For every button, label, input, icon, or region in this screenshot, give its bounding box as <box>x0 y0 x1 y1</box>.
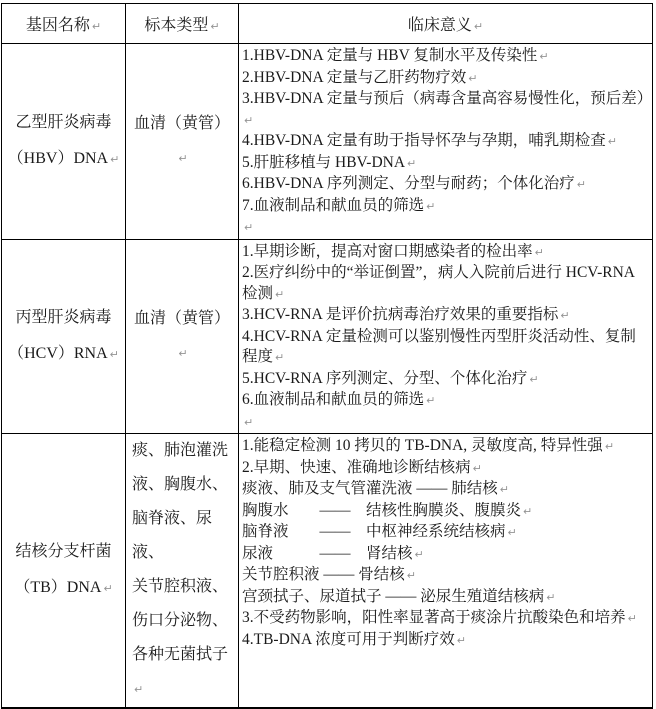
text-line-content: 痰、肺泡灌洗 <box>132 442 229 459</box>
text-line-content: （TB）DNA <box>14 579 102 596</box>
text-line <box>242 412 650 434</box>
text-line-content: 1.早期诊断，提高对窗口期感染者的检出率 <box>242 242 533 260</box>
text-line-content: 伤口分泌物、 <box>132 612 229 629</box>
header-label: 标本类型 <box>144 17 209 34</box>
paragraph-mark-icon: ↵ <box>426 394 436 407</box>
header-row <box>2 4 653 44</box>
paragraph-mark-icon: ↵ <box>472 461 482 475</box>
paragraph-mark-icon: ↵ <box>210 20 220 33</box>
text-line-content: 2.HBV-DNA 定量与乙肝药物疗效 <box>242 68 467 86</box>
text-line-content: 脑脊液 —— 中枢神经系统结核病 <box>242 523 506 540</box>
text-line-content: 丙型肝炎病毒 <box>15 308 112 326</box>
paragraph-mark-icon: ↵ <box>468 71 478 85</box>
column-header-gene-name[interactable] <box>2 4 126 44</box>
paragraph-mark-icon: ↵ <box>178 346 188 360</box>
text-line <box>242 390 650 412</box>
text-line <box>242 131 650 153</box>
text-line <box>130 570 234 604</box>
text-line <box>242 327 650 369</box>
text-line <box>242 544 650 566</box>
text-line-content: 3.HBV-DNA 定量与预后（病毒含量高容易慢性化，预后差） <box>242 90 653 107</box>
paragraph-mark-icon: ↵ <box>275 287 285 301</box>
text-line-content: 脑脊液、尿液、 <box>132 510 213 561</box>
text-line-content: 2.早期、快速、准确地诊断结核病 <box>242 458 471 476</box>
text-line <box>130 434 234 468</box>
paragraph-mark-icon: ↵ <box>244 221 254 234</box>
column-header-specimen-type[interactable] <box>126 4 239 44</box>
paragraph-mark-icon: ↵ <box>244 113 254 127</box>
document-page <box>0 3 656 696</box>
text-line-content: （HCV）RNA <box>8 344 108 362</box>
text-line-content: （HBV）DNA <box>7 149 109 167</box>
paragraph-mark-icon: ↵ <box>529 372 539 386</box>
text-line <box>6 105 121 141</box>
text-line-content: 宫颈拭子、尿道拭子 —— 泌尿生殖道结核病 <box>242 587 545 605</box>
specimen-type-cell-tb[interactable] <box>126 434 239 709</box>
paragraph-mark-icon: ↵ <box>507 526 517 539</box>
text-line-content: 4.HCV-RNA 定量检测可以鉴别慢性丙型肝炎活动性、复制程度 <box>242 327 636 365</box>
text-line <box>242 196 650 218</box>
paragraph-mark-icon: ↵ <box>456 633 466 647</box>
paragraph-mark-icon: ↵ <box>523 504 533 518</box>
text-line-content: 4.HBV-DNA 定量有助于指导怀孕与孕期，哺乳期检查 <box>242 132 606 149</box>
text-line-content: 1.能稳定检测 10 拷贝的 TB-DNA, 灵敏度高, 特异性强 <box>242 437 603 454</box>
text-line-content: 4.TB-DNA 浓度可用于判断疗效 <box>242 630 455 648</box>
paragraph-mark-icon: ↵ <box>103 582 113 595</box>
clinical-significance-cell-hcv[interactable] <box>239 239 653 434</box>
text-line-content: 6.HBV-DNA 序列测定、分型与耐药；个体化治疗 <box>242 175 575 192</box>
text-line <box>130 468 234 502</box>
paragraph-mark-icon: ↵ <box>178 151 188 165</box>
table-row-tb-dna <box>2 434 653 709</box>
text-line-content: 6.血液制品和献血员的筛选 <box>242 391 425 408</box>
paragraph-mark-icon: ↵ <box>134 683 144 696</box>
text-line <box>242 174 650 196</box>
specimen-type-cell-hcv[interactable] <box>126 239 239 434</box>
text-line <box>130 604 234 638</box>
text-line <box>6 141 121 178</box>
text-line <box>242 479 650 501</box>
paragraph-mark-icon: ↵ <box>414 547 424 561</box>
gene-name-cell-hcv[interactable] <box>2 239 126 434</box>
text-line <box>242 458 650 480</box>
text-line <box>242 89 653 131</box>
text-line-content: 痰液、肺及支气管灌洗液 —— 肺结核 <box>242 480 498 497</box>
text-line-content: 2.医疗纠纷中的“举证倒置”，病人入院前后进行 HCV-RNA 检测 <box>242 264 635 302</box>
paragraph-mark-icon: ↵ <box>473 20 484 33</box>
paragraph-mark-icon: ↵ <box>244 415 254 429</box>
paragraph-mark-icon: ↵ <box>627 612 637 625</box>
header-label: 临床意义 <box>407 17 472 34</box>
text-line <box>242 242 650 264</box>
text-line <box>242 501 650 523</box>
text-line <box>6 570 121 607</box>
paragraph-mark-icon: ↵ <box>406 569 416 582</box>
text-line <box>130 638 234 707</box>
header-label: 基因名称 <box>25 17 90 34</box>
text-line-content: 关节腔积液、 <box>132 578 229 595</box>
paragraph-mark-icon: ↵ <box>607 135 617 148</box>
table-row-hcv-rna <box>2 239 653 434</box>
text-line-content: 各种无菌拭子 <box>132 646 229 663</box>
clinical-significance-cell-tb[interactable] <box>239 434 653 709</box>
text-line <box>242 630 650 652</box>
text-line <box>242 217 650 239</box>
text-line <box>242 587 650 609</box>
text-line <box>130 107 234 176</box>
text-line-content: 关节腔积液 —— 骨结核 <box>242 566 405 583</box>
specimen-type-cell-hbv[interactable] <box>126 44 239 240</box>
paragraph-mark-icon: ↵ <box>604 440 615 453</box>
text-line <box>242 305 650 327</box>
text-line-content: 乙型肝炎病毒 <box>15 113 112 131</box>
text-line <box>242 153 650 175</box>
paragraph-mark-icon: ↵ <box>499 483 509 496</box>
text-line <box>6 534 121 570</box>
text-line-content: 结核分支杆菌 <box>15 543 112 560</box>
text-line <box>242 46 650 68</box>
text-line <box>130 302 234 371</box>
text-line <box>242 369 650 391</box>
text-line-content: 3.不受药物影响，阳性率显著高于痰涂片抗酸染色和培养 <box>242 609 626 626</box>
paragraph-mark-icon: ↵ <box>539 50 549 63</box>
text-line <box>242 68 650 90</box>
paragraph-mark-icon: ↵ <box>560 309 570 322</box>
clinical-significance-cell-hbv[interactable] <box>239 44 653 240</box>
text-line-content: 液、胸腹水、 <box>132 476 229 493</box>
paragraph-mark-icon: ↵ <box>91 20 102 33</box>
text-line <box>6 336 121 373</box>
text-line <box>242 436 650 458</box>
text-line-content: 尿液 —— 肾结核 <box>242 544 413 562</box>
text-line-content: 3.HCV-RNA 是评价抗病毒治疗效果的重要指标 <box>242 306 559 323</box>
text-line-content: 1.HBV-DNA 定量与 HBV 复制水平及传染性 <box>242 47 538 64</box>
text-line <box>130 502 234 570</box>
text-line <box>6 300 121 336</box>
text-line-content: 血清（黄管） <box>133 309 230 327</box>
paragraph-mark-icon: ↵ <box>110 152 120 166</box>
text-line <box>242 565 650 587</box>
gene-name-cell-tb[interactable] <box>2 434 126 709</box>
paragraph-mark-icon: ↵ <box>534 245 544 259</box>
text-line-content: 胸腹水 —— 结核性胸膜炎、腹膜炎 <box>242 501 522 519</box>
text-line-content: 5.HCV-RNA 序列测定、分型、个体化治疗 <box>242 369 528 387</box>
text-line <box>242 263 650 305</box>
gene-clinical-table <box>1 3 653 709</box>
paragraph-mark-icon: ↵ <box>426 199 436 213</box>
text-line-content: 血清（黄管） <box>133 114 230 132</box>
table-row-hbv-dna <box>2 44 653 240</box>
text-line <box>242 608 650 630</box>
text-line-content: 5.肝脏移植与 HBV-DNA <box>242 153 406 171</box>
paragraph-mark-icon: ↵ <box>109 347 119 361</box>
paragraph-mark-icon: ↵ <box>546 590 556 604</box>
text-line-content: 7.血液制品和献血员的筛选 <box>242 196 425 214</box>
gene-name-cell-hbv[interactable] <box>2 44 126 240</box>
text-line <box>242 522 650 544</box>
paragraph-mark-icon: ↵ <box>407 156 417 170</box>
column-header-clinical-significance[interactable] <box>239 4 653 44</box>
paragraph-mark-icon: ↵ <box>576 178 586 191</box>
paragraph-mark-icon: ↵ <box>275 351 285 364</box>
